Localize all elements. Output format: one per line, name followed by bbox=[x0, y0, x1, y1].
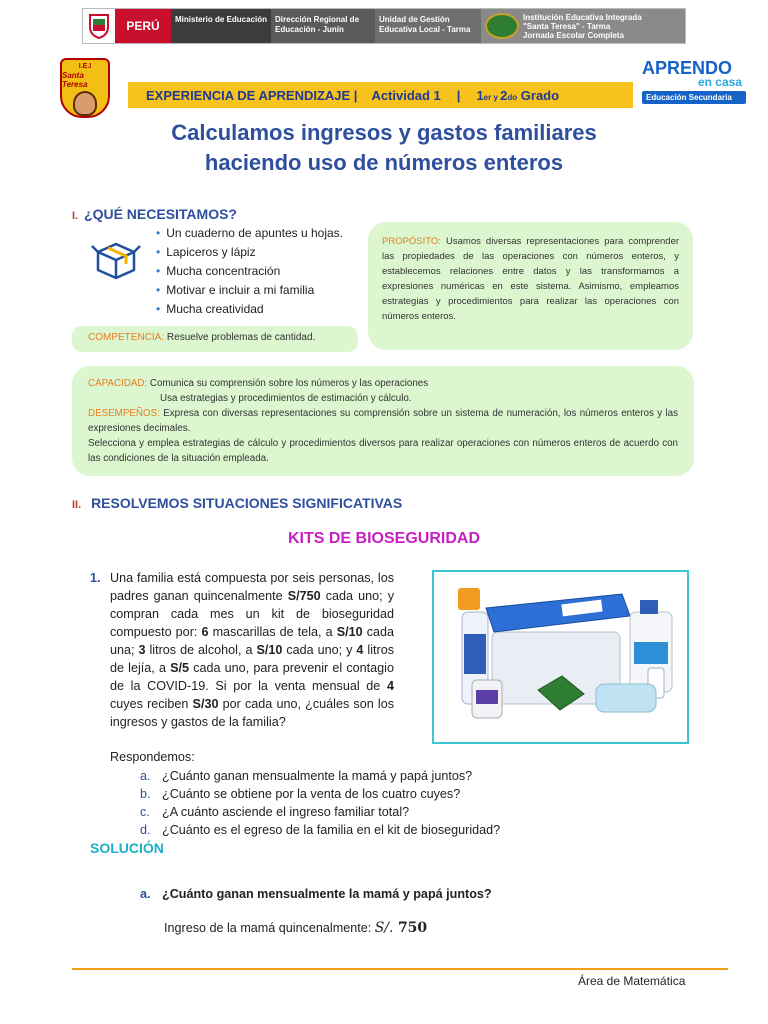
box-icon bbox=[88, 236, 144, 286]
page-title-line1: Calculamos ingresos y gastos familiares bbox=[171, 120, 597, 145]
saint-portrait-icon bbox=[73, 91, 97, 116]
activity-label: Actividad 1 bbox=[371, 87, 441, 103]
competence-label: COMPETENCIA: bbox=[88, 332, 165, 343]
problem-text: Una familia está compuesta por seis personas, los padres ganan quincenalmente S/750 cada uno; y compran cada mes un kit de bioseguridad compuesto por: 6 mascarillas de tela, a S/10 cada una; 3 litros de alcohol, a S/10 cada uno; y 4 litros de lejía, a S/5 cada uno, para prevenir el contagio de la COVID-19. Si por la venta mensual de 4 cuyes reciben S/30 por cada uno, ¿cuáles son los ingresos y gastos de la familia? bbox=[110, 571, 394, 729]
list-item: • Motivar e incluir a mi familia bbox=[156, 281, 343, 300]
performance-1: Expresa con diversas representaciones su comprensión sobre un sistema de numeración, los números enteros y las expresiones decimales. bbox=[88, 408, 678, 434]
experience-label: EXPERIENCIA DE APRENDIZAJE | bbox=[146, 87, 358, 103]
ugel-label: Unidad de Gestión Educativa Local - Tarma bbox=[375, 9, 481, 43]
school-banner-line3: Jornada Escolar Completa bbox=[523, 30, 624, 40]
grade-label: 1er y 2do Grado bbox=[476, 87, 560, 103]
performance-2: Selecciona y emplea estrategias de cálculo y procedimientos diversos para realizar operaciones con números enteros de acuerdo con las condiciones de la situación empleada. bbox=[88, 438, 678, 464]
list-item: • Un cuaderno de apuntes u hojas. bbox=[156, 224, 343, 243]
competence-box bbox=[72, 326, 358, 352]
experience-bar bbox=[128, 82, 633, 108]
bar-separator: | bbox=[456, 87, 461, 103]
problem-statement bbox=[90, 569, 394, 731]
footer-divider bbox=[72, 968, 728, 970]
biosecurity-kit-image bbox=[432, 570, 689, 744]
section-solve-situations bbox=[72, 495, 402, 511]
purpose-label: PROPÓSITO: bbox=[382, 236, 441, 247]
aprendo-subtitle: en casa bbox=[697, 75, 742, 89]
aprendo-tag: Educación Secundaria bbox=[642, 91, 746, 104]
kits-title: KITS DE BIOSEGURIDAD bbox=[287, 530, 480, 547]
aprendo-title: APRENDO bbox=[642, 58, 733, 78]
list-item: • Mucha creatividad bbox=[156, 300, 343, 319]
school-banner bbox=[481, 9, 685, 43]
capacity-line2: Usa estrategias y procedimientos de estimación y cálculo. bbox=[160, 393, 412, 404]
capacity-box bbox=[72, 366, 694, 476]
capacity-line1: Comunica su comprensión sobre los números y las operaciones bbox=[149, 378, 429, 389]
competence-text: Resuelve problemas de cantidad. bbox=[166, 332, 316, 343]
solution-label: SOLUCIÓN bbox=[90, 840, 164, 856]
purpose-text: Usamos diversas representaciones para comprender las propiedades de las operaciones con números enteros, y establecemos relaciones entre datos y las transformamos a expresiones numéricas en este sistema. Asimismo, empleamos estrategias y procedimientos para realizar las operaciones con números enteros. bbox=[382, 236, 680, 322]
solution-question-a: a. ¿Cuánto ganan mensualmente la mamá y papá juntos? bbox=[140, 887, 492, 901]
school-seal-icon bbox=[485, 13, 519, 39]
income-text: Ingreso de la mamá quincenalmente: bbox=[164, 921, 375, 935]
list-item: d. ¿Cuánto es el egreso de la familia en el kit de bioseguridad? bbox=[140, 823, 501, 837]
dre-label: Dirección Regional de Educación - Junín bbox=[271, 9, 375, 43]
aprendo-en-casa-logo bbox=[642, 58, 746, 108]
list-item: a. ¿Cuánto ganan mensualmente la mamá y papá juntos? bbox=[140, 769, 473, 783]
income-line bbox=[164, 920, 427, 936]
needs-list bbox=[156, 224, 343, 319]
section2-heading: RESOLVEMOS SITUACIONES SIGNIFICATIVAS bbox=[91, 495, 403, 511]
page-title-line2: haciendo uso de números enteros bbox=[204, 150, 564, 175]
institution-banner bbox=[82, 8, 686, 44]
school-logo-top: I.E.I bbox=[78, 63, 92, 70]
performance-label: DESEMPEÑOS: bbox=[88, 408, 160, 419]
respond-label: Respondemos: bbox=[110, 750, 195, 764]
school-logo-name: Santa Teresa bbox=[62, 71, 88, 89]
peru-label: PERÚ bbox=[115, 9, 171, 43]
list-item: • Mucha concentración bbox=[156, 262, 343, 281]
question-list bbox=[140, 767, 500, 839]
page-title bbox=[100, 118, 668, 178]
purpose-box bbox=[368, 222, 693, 350]
list-item: c. ¿A cuánto asciende el ingreso familiar total? bbox=[140, 805, 410, 819]
section1-number: I. bbox=[72, 210, 79, 222]
peru-shield-icon bbox=[83, 9, 115, 43]
section-what-we-need bbox=[72, 206, 237, 222]
capacity-label: CAPACIDAD: bbox=[88, 378, 148, 389]
school-banner-line2: "Santa Teresa" - Tarma bbox=[523, 21, 611, 31]
school-logo bbox=[60, 58, 110, 118]
minedu-label: Ministerio de Educación bbox=[171, 9, 271, 43]
section2-number: II. bbox=[72, 499, 82, 511]
school-banner-line1: Institución Educativa Integrada bbox=[523, 12, 642, 22]
income-math: S/. 750 bbox=[374, 920, 428, 936]
list-item: b. ¿Cuánto se obtiene por la venta de los cuatro cuyes? bbox=[140, 787, 461, 801]
list-item: • Lapiceros y lápiz bbox=[156, 243, 343, 262]
problem-number: 1. bbox=[90, 571, 101, 585]
footer-area: Área de Matemática bbox=[578, 974, 686, 988]
section1-heading: ¿QUÉ NECESITAMOS? bbox=[84, 206, 237, 222]
